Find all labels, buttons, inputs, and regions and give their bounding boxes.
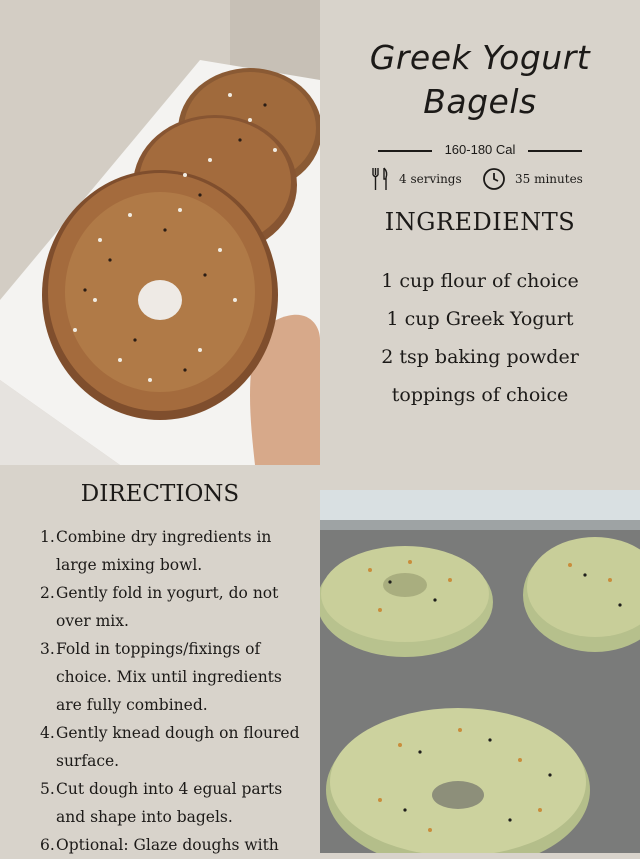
recipe-title: Greek Yogurt Bagels <box>369 38 591 121</box>
servings-text: 4 servings <box>399 172 462 186</box>
list-item: 4. Gently knead dough on floured surface. <box>40 724 300 770</box>
directions-panel <box>0 465 320 853</box>
fork-knife-icon <box>370 166 390 192</box>
time-info <box>482 166 583 192</box>
list-item: 6. Optional: Glaze doughs with <box>40 836 279 854</box>
list-item: 2. Gently fold in yogurt, do not over mix. <box>40 584 279 630</box>
baked-bagels-photo <box>0 0 320 465</box>
list-item: 1. Combine dry ingredients in large mixing bowl. <box>40 528 272 574</box>
calories-text: 160-180 Cal <box>444 142 516 157</box>
list-item: 1 cup flour of choice <box>381 270 579 292</box>
list-item: toppings of choice <box>391 384 569 406</box>
list-item: 3. Fold in toppings/fixings of choice. Mix until ingredients are fully combined. <box>40 640 282 714</box>
directions-heading: DIRECTIONS <box>80 481 240 507</box>
recipe-header-panel <box>320 0 640 490</box>
ingredients-heading: INGREDIENTS <box>384 208 576 236</box>
time-text: 35 minutes <box>515 172 583 186</box>
raw-bagels-photo <box>320 490 640 853</box>
ingredients-list <box>320 262 640 414</box>
meta-row <box>370 166 640 192</box>
divider-right <box>528 150 582 152</box>
list-item: 2 tsp baking powder <box>381 346 579 368</box>
calories-row <box>320 140 640 160</box>
clock-icon <box>482 167 506 191</box>
directions-list <box>40 523 302 859</box>
servings-info <box>370 166 462 192</box>
list-item: 1 cup Greek Yogurt <box>386 308 574 330</box>
list-item: 5. Cut dough into 4 egual parts and shape into bagels. <box>40 780 283 826</box>
